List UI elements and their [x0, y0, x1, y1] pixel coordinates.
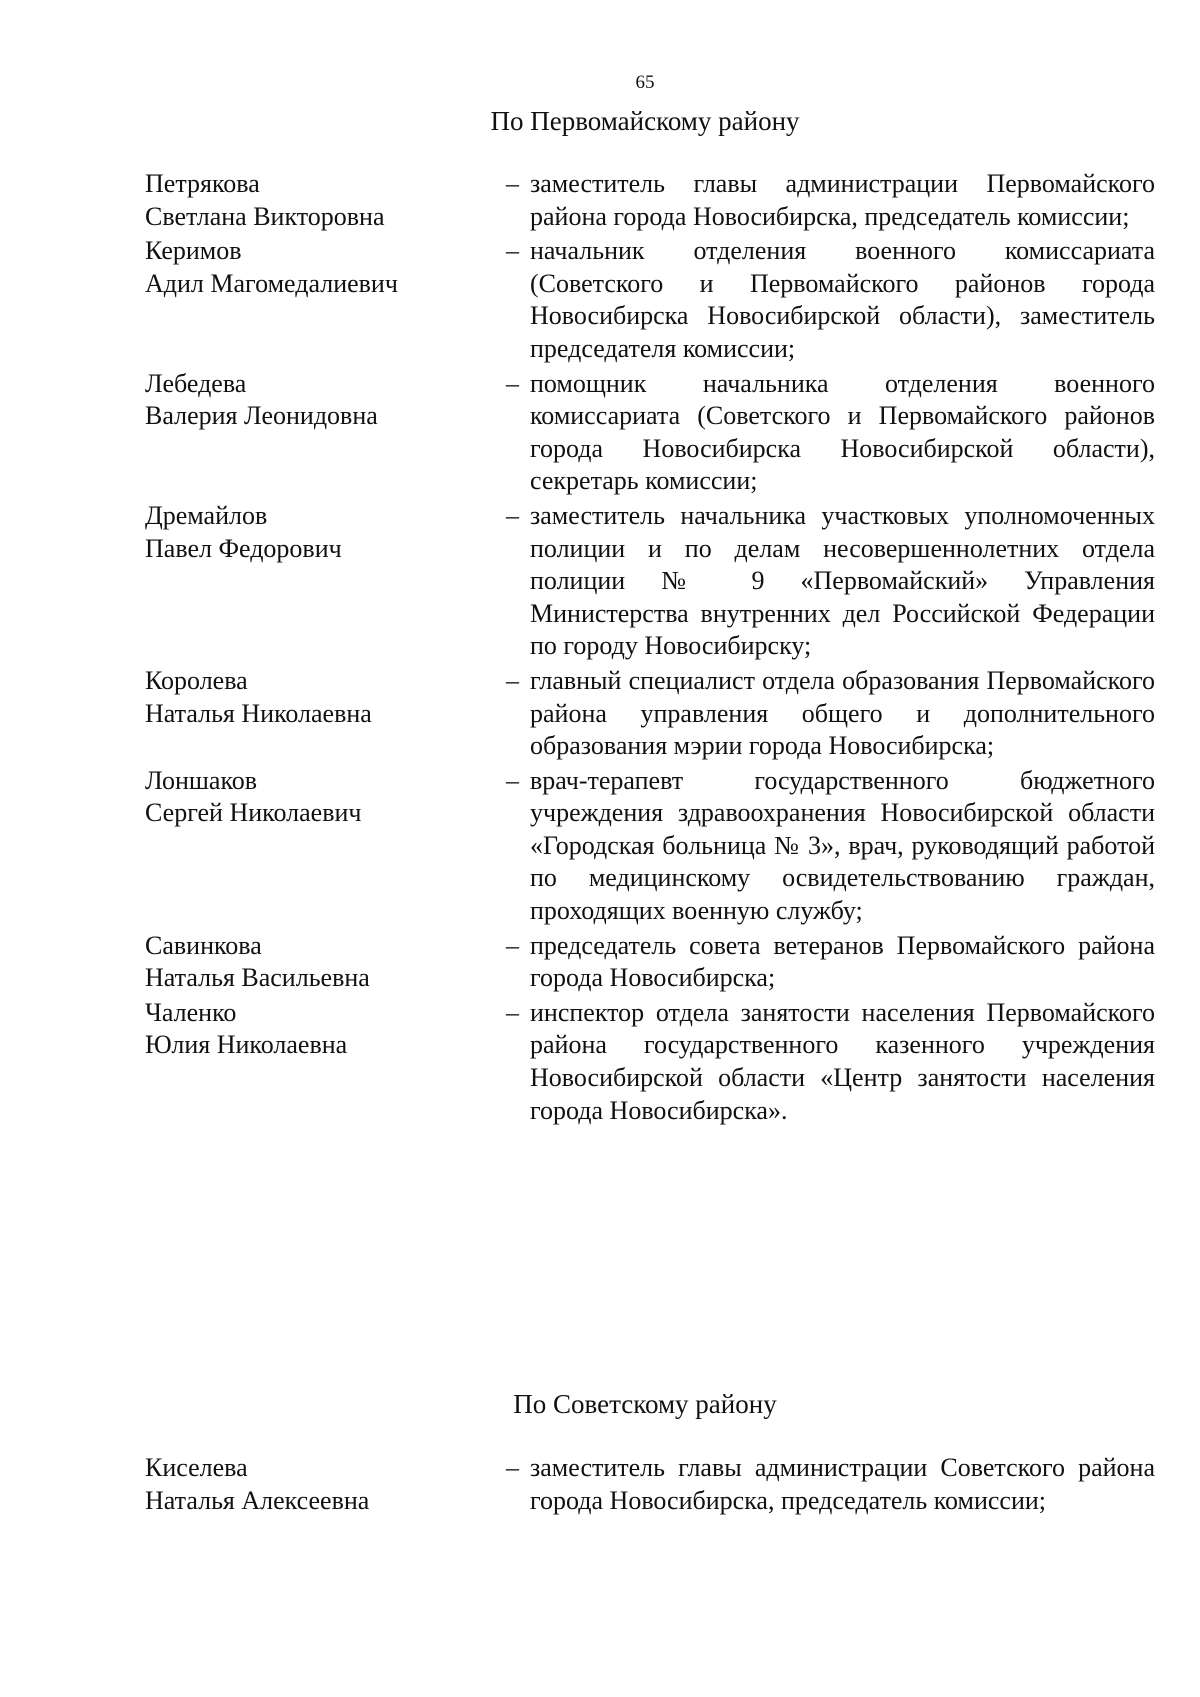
member-surname: Лоншаков: [145, 765, 258, 795]
member-given-names: Павел Федорович: [145, 533, 342, 563]
dash: –: [506, 765, 519, 795]
member-role: заместитель начальника участковых уполномоченных полиции и по делам несовершеннолетних отдела полиции № 9 «Первомайский» Управления Министерства внутренних дел Российской Федерации по городу Новосибирску;: [530, 500, 1155, 661]
section-heading-pervomaisky: По Первомайскому району: [490, 106, 800, 136]
dash: –: [506, 169, 519, 198]
member-given-names: Наталья Васильевна: [145, 963, 370, 993]
member-entry: [145, 368, 1155, 498]
member-list-sovetsky: [145, 1452, 1155, 1519]
member-surname: Чаленко: [145, 997, 237, 1027]
page-number: 65: [635, 72, 655, 93]
member-surname: Королева: [145, 665, 248, 695]
dash: –: [506, 1453, 519, 1482]
member-role: инспектор отдела занятости населения Первомайского района государственного казенного учреждения Новосибирской области «Центр занятости населения города Новосибирска».: [530, 997, 1155, 1125]
member-surname: Савинкова: [145, 930, 262, 960]
member-entry: [145, 168, 1155, 233]
member-name: [145, 930, 495, 995]
dash: –: [506, 665, 519, 695]
member-given-names: Светлана Викторовна: [145, 201, 385, 231]
member-entry: [145, 1452, 1155, 1517]
member-given-names: Сергей Николаевич: [145, 798, 362, 828]
member-role: начальник отделения военного комиссариата (Советского и Первомайского районов города Новосибирска Новосибирской области), заместитель председателя комиссии;: [530, 236, 1155, 363]
member-name: [145, 997, 495, 1127]
member-entry: [145, 235, 1155, 365]
member-given-names: Наталья Алексеевна: [145, 1485, 370, 1515]
member-name: [145, 1452, 495, 1517]
member-entry: [145, 930, 1155, 995]
dash: –: [506, 236, 519, 266]
member-surname: Киселева: [145, 1453, 248, 1482]
member-name: [145, 235, 495, 365]
section-heading-sovetsky: По Советскому району: [513, 1389, 777, 1419]
member-name: [145, 500, 495, 663]
dash: –: [506, 500, 519, 530]
member-surname: Керимов: [145, 236, 242, 266]
member-entry: [145, 765, 1155, 928]
member-name: [145, 368, 495, 498]
member-list-pervomaisky: [145, 168, 1155, 1129]
member-role: заместитель главы администрации Первомайского района города Новосибирска, председатель комиссии;: [530, 169, 1155, 231]
member-name: [145, 665, 495, 763]
dash: –: [506, 997, 519, 1027]
member-entry: [145, 500, 1155, 663]
member-role: главный специалист отдела образования Первомайского района управления общего и дополнительного образования мэрии города Новосибирска;: [530, 665, 1155, 761]
member-entry: [145, 665, 1155, 763]
member-surname: Петрякова: [145, 169, 260, 198]
member-given-names: Наталья Николаевна: [145, 698, 372, 728]
member-name: [145, 168, 495, 233]
member-surname: Дремайлов: [145, 500, 268, 530]
member-name: [145, 765, 495, 928]
member-role: врач-терапевт государственного бюджетного учреждения здравоохранения Новосибирской области «Городская больница № 3», врач, руководящий работой по медицинскому освидетельствованию граждан, проходящих военную службу;: [530, 765, 1155, 926]
member-surname: Лебедева: [145, 368, 247, 398]
member-given-names: Юлия Николаевна: [145, 1030, 348, 1060]
member-given-names: Адил Магомедалиевич: [145, 268, 398, 298]
dash: –: [506, 930, 519, 960]
member-role: заместитель главы администрации Советского района города Новосибирска, председатель комиссии;: [530, 1453, 1155, 1515]
member-entry: [145, 997, 1155, 1127]
member-role: помощник начальника отделения военного комиссариата (Советского и Первомайского районов города Новосибирска Новосибирской области), секретарь комиссии;: [530, 368, 1155, 496]
member-given-names: Валерия Леонидовна: [145, 401, 378, 431]
member-role: председатель совета ветеранов Первомайского района города Новосибирска;: [530, 930, 1155, 993]
dash: –: [506, 368, 519, 398]
